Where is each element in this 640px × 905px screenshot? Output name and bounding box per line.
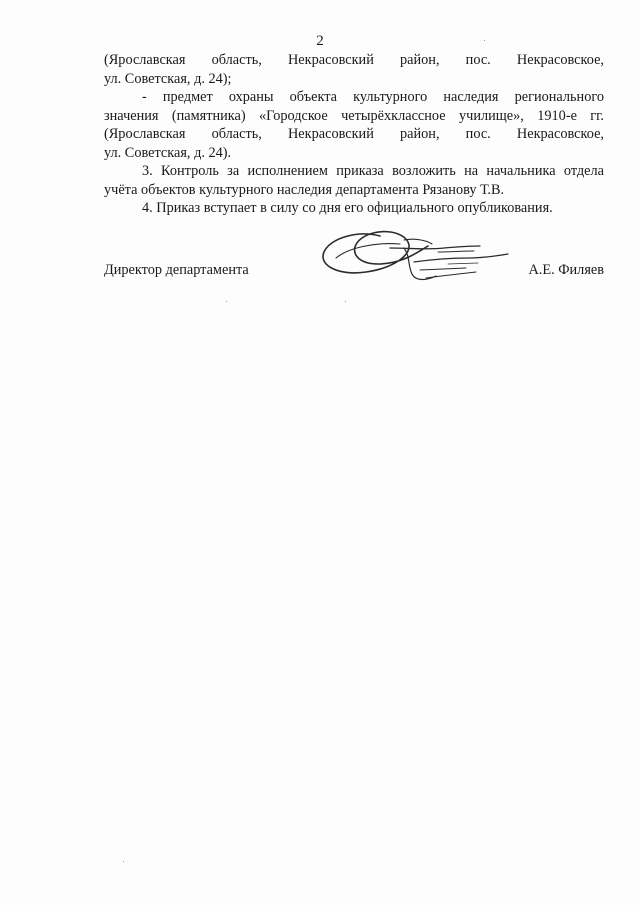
text-line: 4. Приказ вступает в силу со дня его официального опубликования. (142, 200, 553, 216)
text-line: (Ярославская область, Некрасовский район, пос. Некрасовское, (104, 52, 604, 68)
scan-speck (484, 40, 485, 41)
scan-speck (226, 301, 227, 302)
text-line: ул. Советская, д. 24); (104, 70, 232, 87)
paragraph-item-3 (104, 162, 604, 199)
text-line: (Ярославская область, Некрасовский район, пос. Некрасовское, (104, 126, 604, 142)
paragraph-item-4 (104, 199, 604, 218)
text-line: - предмет охраны объекта культурного наследия регионального (142, 89, 604, 105)
text-line: ул. Советская, д. 24). (104, 144, 232, 161)
scan-speck (345, 301, 346, 302)
text-line: учёта объектов культурного наследия департамента Рязанову Т.В. (104, 181, 505, 198)
paragraph-address-continued (104, 51, 604, 88)
text-line: 3. Контроль за исполнением приказа возложить на начальника отдела (142, 163, 604, 179)
paragraph-protection-subject (104, 88, 604, 162)
signature-block (104, 262, 604, 282)
document-body (104, 51, 604, 218)
page-number: 2 (316, 33, 324, 49)
text-line: значения (памятника) «Городское четырёхклассное училище», 1910-е гг. (104, 107, 604, 124)
signatory-name: А.Е. Филяев (528, 262, 604, 278)
signatory-title: Директор департамента (104, 262, 249, 278)
scan-speck (123, 861, 124, 862)
